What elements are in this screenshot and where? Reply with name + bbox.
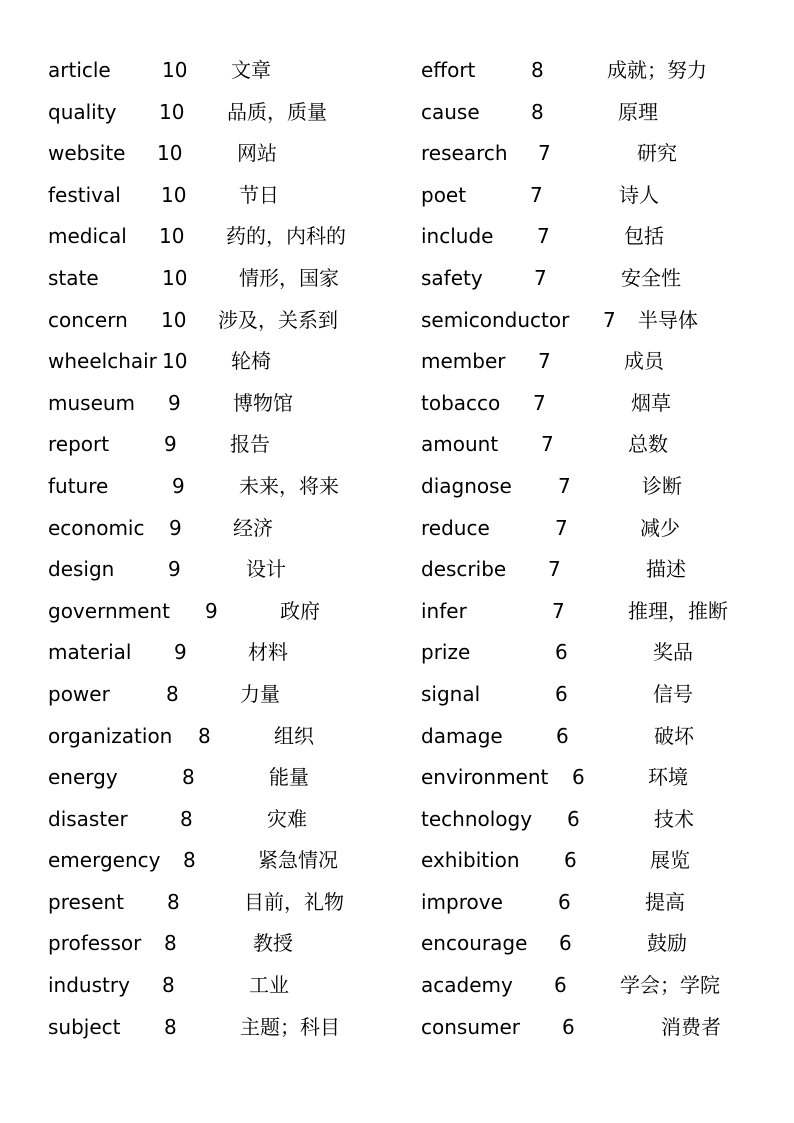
vocab-count: 9 bbox=[169, 515, 182, 540]
vocab-row bbox=[48, 923, 408, 965]
vocab-row bbox=[48, 549, 408, 591]
vocab-meaning: 工业 bbox=[249, 973, 289, 998]
vocab-count: 7 bbox=[530, 182, 543, 207]
vocab-row bbox=[421, 674, 781, 716]
vocab-count: 6 bbox=[555, 681, 568, 706]
vocab-count: 9 bbox=[172, 473, 185, 498]
vocab-word: reduce bbox=[421, 515, 490, 540]
vocab-row bbox=[48, 133, 408, 175]
vocab-count: 7 bbox=[555, 515, 568, 540]
vocab-count: 7 bbox=[538, 141, 551, 166]
vocab-row bbox=[48, 508, 408, 550]
vocab-row bbox=[421, 1007, 781, 1049]
vocab-meaning: 节日 bbox=[239, 182, 279, 207]
vocab-row bbox=[421, 216, 781, 258]
vocab-count: 8 bbox=[180, 806, 193, 831]
vocab-word: quality bbox=[48, 99, 117, 124]
vocab-row bbox=[48, 799, 408, 841]
vocab-count: 8 bbox=[167, 889, 180, 914]
vocab-row bbox=[48, 674, 408, 716]
vocab-count: 9 bbox=[168, 557, 181, 582]
vocab-count: 6 bbox=[559, 931, 572, 956]
vocab-word: effort bbox=[421, 58, 476, 82]
vocab-word: museum bbox=[48, 390, 136, 415]
vocab-word: material bbox=[48, 640, 132, 665]
vocab-count: 10 bbox=[159, 224, 185, 249]
vocab-meaning: 信号 bbox=[653, 681, 693, 706]
vocab-word: report bbox=[48, 432, 110, 457]
vocab-row bbox=[48, 50, 408, 92]
vocab-row bbox=[48, 258, 408, 300]
vocab-word: encourage bbox=[421, 931, 528, 956]
vocab-count: 6 bbox=[558, 889, 571, 914]
vocab-meaning: 紧急情况 bbox=[258, 848, 338, 873]
vocab-row bbox=[48, 300, 408, 342]
vocab-count: 7 bbox=[533, 390, 546, 415]
vocab-meaning: 成就；努力 bbox=[607, 58, 707, 82]
vocab-row bbox=[421, 799, 781, 841]
vocab-row bbox=[421, 965, 781, 1007]
vocab-count: 7 bbox=[548, 557, 561, 582]
vocab-meaning: 原理 bbox=[618, 99, 658, 124]
vocab-word: article bbox=[48, 58, 111, 82]
vocab-meaning: 诊断 bbox=[642, 473, 682, 498]
vocab-word: cause bbox=[421, 99, 480, 124]
vocab-row bbox=[48, 591, 408, 633]
vocab-word: describe bbox=[421, 557, 507, 582]
right-vocabulary-column bbox=[421, 50, 781, 1048]
vocab-count: 9 bbox=[174, 640, 187, 665]
vocab-row bbox=[421, 508, 781, 550]
vocab-row bbox=[421, 840, 781, 882]
vocab-meaning: 文章 bbox=[231, 58, 271, 82]
vocab-row bbox=[48, 92, 408, 134]
vocab-word: infer bbox=[421, 598, 467, 623]
vocab-meaning: 环境 bbox=[648, 765, 688, 790]
vocab-meaning: 鼓励 bbox=[647, 931, 687, 956]
left-vocabulary-column bbox=[48, 50, 408, 1048]
vocab-word: research bbox=[421, 141, 508, 166]
vocab-row bbox=[421, 923, 781, 965]
vocab-word: government bbox=[48, 598, 170, 623]
vocab-meaning: 情形，国家 bbox=[239, 265, 339, 290]
vocab-count: 7 bbox=[552, 598, 565, 623]
vocab-count: 9 bbox=[205, 598, 218, 623]
vocab-row bbox=[421, 591, 781, 633]
vocab-meaning: 成员 bbox=[624, 349, 664, 374]
vocab-row bbox=[421, 92, 781, 134]
vocab-row bbox=[421, 549, 781, 591]
vocab-count: 8 bbox=[531, 58, 544, 82]
vocab-count: 7 bbox=[537, 224, 550, 249]
vocab-meaning: 总数 bbox=[628, 432, 668, 457]
vocab-count: 7 bbox=[534, 265, 547, 290]
vocab-meaning: 材料 bbox=[248, 640, 288, 665]
vocab-word: exhibition bbox=[421, 848, 520, 873]
vocab-row bbox=[48, 882, 408, 924]
vocab-row bbox=[48, 341, 408, 383]
vocab-word: safety bbox=[421, 265, 483, 290]
vocab-row bbox=[48, 1007, 408, 1049]
vocab-meaning: 提高 bbox=[645, 889, 685, 914]
vocab-meaning: 药的，内科的 bbox=[226, 224, 346, 249]
vocab-row bbox=[421, 258, 781, 300]
vocab-word: website bbox=[48, 141, 126, 166]
vocab-word: subject bbox=[48, 1014, 121, 1039]
vocab-count: 8 bbox=[164, 931, 177, 956]
vocab-meaning: 目前，礼物 bbox=[244, 889, 344, 914]
vocab-count: 8 bbox=[164, 1014, 177, 1039]
vocab-word: technology bbox=[421, 806, 533, 831]
vocab-word: amount bbox=[421, 432, 499, 457]
vocab-row bbox=[421, 341, 781, 383]
vocab-word: semiconductor bbox=[421, 307, 570, 332]
vocab-word: present bbox=[48, 889, 125, 914]
vocab-row bbox=[48, 757, 408, 799]
vocab-meaning: 经济 bbox=[233, 515, 273, 540]
vocab-meaning: 博物馆 bbox=[233, 390, 293, 415]
vocab-count: 6 bbox=[554, 973, 567, 998]
vocab-count: 10 bbox=[162, 58, 188, 82]
vocab-word: environment bbox=[421, 765, 549, 790]
vocab-meaning: 展览 bbox=[650, 848, 690, 873]
vocab-row bbox=[421, 466, 781, 508]
vocab-row bbox=[48, 383, 408, 425]
vocab-count: 9 bbox=[168, 390, 181, 415]
vocab-count: 10 bbox=[162, 265, 188, 290]
vocab-word: improve bbox=[421, 889, 503, 914]
vocab-word: emergency bbox=[48, 848, 161, 873]
vocab-count: 10 bbox=[161, 307, 187, 332]
vocab-word: member bbox=[421, 349, 506, 374]
vocab-meaning: 描述 bbox=[646, 557, 686, 582]
vocab-word: wheelchair bbox=[48, 349, 157, 374]
vocab-meaning: 奖品 bbox=[653, 640, 693, 665]
vocab-row bbox=[421, 882, 781, 924]
vocab-meaning: 烟草 bbox=[631, 390, 671, 415]
vocab-word: disaster bbox=[48, 806, 128, 831]
vocab-meaning: 报告 bbox=[230, 432, 270, 457]
vocab-meaning: 网站 bbox=[237, 141, 277, 166]
vocab-meaning: 诗人 bbox=[619, 182, 659, 207]
vocab-meaning: 涉及，关系到 bbox=[218, 307, 338, 332]
vocab-row bbox=[48, 216, 408, 258]
vocab-count: 10 bbox=[162, 349, 188, 374]
vocab-meaning: 推理，推断 bbox=[628, 598, 728, 623]
vocab-meaning: 政府 bbox=[280, 598, 320, 623]
vocab-meaning: 研究 bbox=[637, 141, 677, 166]
vocab-count: 6 bbox=[564, 848, 577, 873]
vocab-row bbox=[421, 133, 781, 175]
vocab-row bbox=[421, 424, 781, 466]
vocab-row bbox=[48, 466, 408, 508]
vocab-row bbox=[421, 757, 781, 799]
vocab-meaning: 轮椅 bbox=[231, 349, 271, 374]
vocab-word: industry bbox=[48, 973, 130, 998]
vocab-meaning: 品质，质量 bbox=[227, 99, 327, 124]
vocab-word: organization bbox=[48, 723, 173, 748]
vocab-row bbox=[421, 175, 781, 217]
vocab-meaning: 能量 bbox=[269, 765, 309, 790]
vocab-word: damage bbox=[421, 723, 503, 748]
vocab-count: 7 bbox=[558, 473, 571, 498]
vocab-word: professor bbox=[48, 931, 142, 956]
vocab-count: 8 bbox=[531, 99, 544, 124]
vocab-word: festival bbox=[48, 182, 121, 207]
vocab-word: concern bbox=[48, 307, 128, 332]
vocab-row bbox=[421, 383, 781, 425]
vocab-count: 8 bbox=[162, 973, 175, 998]
vocab-meaning: 学会；学院 bbox=[620, 973, 720, 998]
vocab-word: design bbox=[48, 557, 115, 582]
vocab-row bbox=[421, 50, 781, 92]
vocab-meaning: 力量 bbox=[240, 681, 280, 706]
vocab-row bbox=[48, 175, 408, 217]
vocab-count: 10 bbox=[161, 182, 187, 207]
vocab-row bbox=[421, 716, 781, 758]
vocab-word: future bbox=[48, 473, 109, 498]
vocab-count: 8 bbox=[166, 681, 179, 706]
vocab-word: power bbox=[48, 681, 110, 706]
vocab-word: consumer bbox=[421, 1014, 521, 1039]
vocab-word: prize bbox=[421, 640, 471, 665]
vocab-meaning: 技术 bbox=[654, 806, 694, 831]
vocab-count: 10 bbox=[159, 99, 185, 124]
vocab-meaning: 破坏 bbox=[654, 723, 694, 748]
vocab-row bbox=[48, 424, 408, 466]
vocab-count: 6 bbox=[562, 1014, 575, 1039]
vocab-word: academy bbox=[421, 973, 513, 998]
vocab-row bbox=[421, 300, 781, 342]
vocab-count: 9 bbox=[164, 432, 177, 457]
vocab-word: diagnose bbox=[421, 473, 512, 498]
vocab-count: 7 bbox=[603, 307, 616, 332]
vocab-count: 6 bbox=[555, 640, 568, 665]
vocab-word: poet bbox=[421, 182, 467, 207]
vocab-meaning: 主题；科目 bbox=[240, 1014, 340, 1039]
vocab-word: energy bbox=[48, 765, 118, 790]
vocab-meaning: 灾难 bbox=[267, 806, 307, 831]
vocab-meaning: 设计 bbox=[246, 557, 286, 582]
vocab-meaning: 未来，将来 bbox=[239, 473, 339, 498]
vocab-meaning: 包括 bbox=[624, 224, 664, 249]
vocab-word: signal bbox=[421, 681, 481, 706]
vocab-count: 10 bbox=[157, 141, 183, 166]
vocab-count: 8 bbox=[182, 765, 195, 790]
vocab-count: 6 bbox=[556, 723, 569, 748]
vocab-count: 8 bbox=[198, 723, 211, 748]
vocab-word: medical bbox=[48, 224, 127, 249]
vocab-row bbox=[48, 840, 408, 882]
vocab-word: state bbox=[48, 265, 99, 290]
vocab-meaning: 教授 bbox=[253, 931, 293, 956]
vocab-word: include bbox=[421, 224, 494, 249]
vocab-row bbox=[48, 632, 408, 674]
vocab-row bbox=[421, 632, 781, 674]
vocab-word: tobacco bbox=[421, 390, 501, 415]
vocab-row bbox=[48, 716, 408, 758]
vocab-word: economic bbox=[48, 515, 145, 540]
vocab-meaning: 半导体 bbox=[638, 307, 698, 332]
vocab-count: 6 bbox=[572, 765, 585, 790]
vocab-meaning: 安全性 bbox=[621, 265, 681, 290]
vocab-count: 6 bbox=[567, 806, 580, 831]
vocab-meaning: 组织 bbox=[274, 723, 314, 748]
vocab-count: 7 bbox=[541, 432, 554, 457]
vocab-row bbox=[48, 965, 408, 1007]
vocab-meaning: 减少 bbox=[640, 515, 680, 540]
vocab-count: 8 bbox=[183, 848, 196, 873]
vocab-count: 7 bbox=[538, 349, 551, 374]
vocab-meaning: 消费者 bbox=[661, 1014, 721, 1039]
